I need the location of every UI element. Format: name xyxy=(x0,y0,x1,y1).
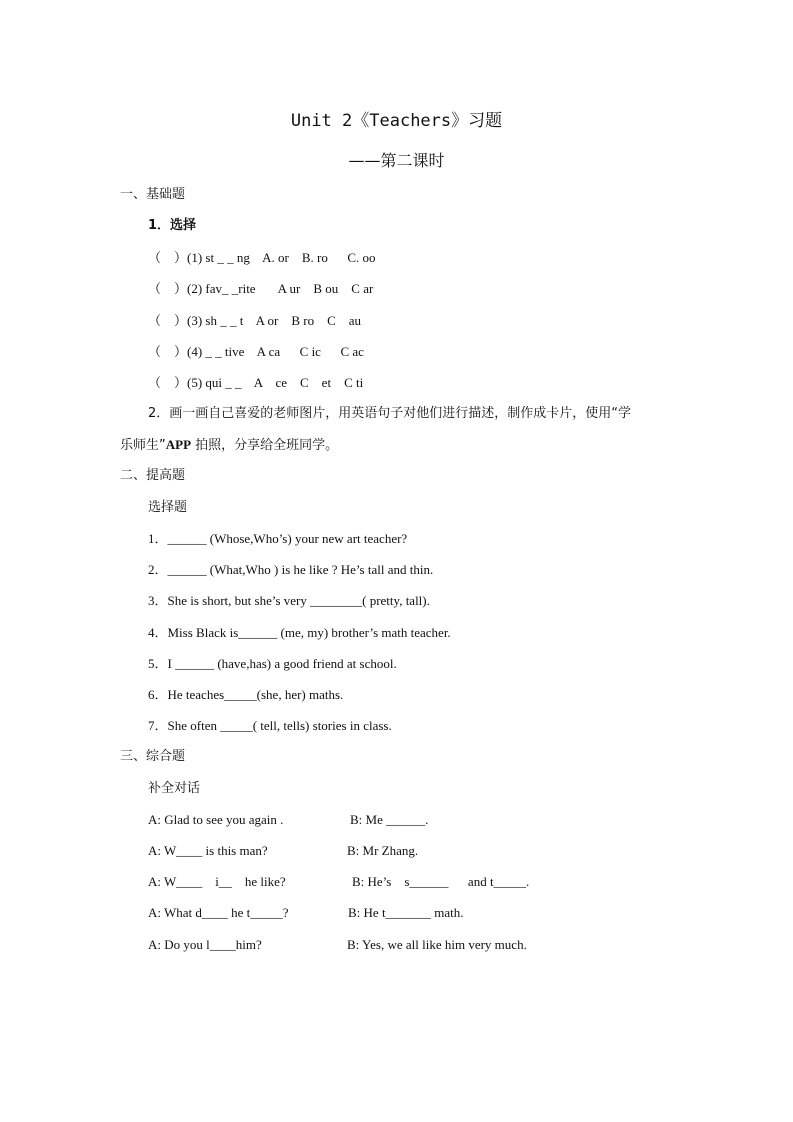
dialog-b-3: B: He’s s______ and t_____. xyxy=(352,874,530,889)
choice-item-1: （ ）(1) st _ _ ng A. or B. ro C. oo xyxy=(148,250,376,265)
dialog-b-1: B: Me ______. xyxy=(350,812,429,827)
question-2-text-b: 拍照，分享给全班同学。 xyxy=(191,438,339,453)
page-title: Unit 2《Teachers》习题 xyxy=(290,111,503,131)
dialog-a-1: A: Glad to see you again . xyxy=(148,812,284,827)
dialog-b-5: B: Yes, we all like him very much. xyxy=(347,937,527,952)
dialog-a-2: A: W____ is this man? xyxy=(148,843,268,858)
app-label: APP xyxy=(165,437,192,452)
choice-item-5: （ ）(5) qui _ _ A ce C et C ti xyxy=(148,375,364,390)
choice-item-2: （ ）(2) fav_ _rite A ur B ou C ar xyxy=(148,281,374,296)
choice-item-3: （ ）(3) sh _ _ t A or B ro C au xyxy=(148,313,362,328)
dialog-b-2: B: Mr Zhang. xyxy=(347,843,419,858)
section-2-heading: 二、提高题 xyxy=(120,468,186,483)
section-3-heading: 三、综合题 xyxy=(120,749,186,764)
fill-item-7: 7．She often _____( tell, tells) stories in class. xyxy=(148,718,392,733)
question-2-line-1: 2．画一画自己喜爱的老师图片，用英语句子对他们进行描述，制作成卡片，使用“学 xyxy=(148,406,632,421)
section-1-heading: 一、基础题 xyxy=(120,187,186,202)
question-2-line-2 xyxy=(120,437,338,454)
fill-item-4: 4．Miss Black is______ (me, my) brother’s math teacher. xyxy=(148,625,451,640)
fill-item-6: 6．He teaches_____(she, her) maths. xyxy=(148,687,344,702)
section-2-subheading: 选择题 xyxy=(148,500,188,515)
page-subtitle: ——第二课时 xyxy=(348,151,445,170)
fill-item-2: 2．______ (What,Who ) is he like ? He’s tall and thin. xyxy=(148,562,434,577)
fill-item-3: 3．She is short, but she’s very ________( pretty, tall). xyxy=(148,593,430,608)
question-2-text-a: 乐师生” xyxy=(120,438,166,453)
dialog-a-4: A: What d____ he t_____? xyxy=(148,905,289,920)
choice-item-4: （ ）(4) _ _ tive A ca C ic C ac xyxy=(148,344,364,359)
dialog-b-4: B: He t_______ math. xyxy=(348,905,464,920)
question-1-title: 1．选择 xyxy=(148,218,197,233)
section-3-subheading: 补全对话 xyxy=(148,781,201,796)
dialog-a-3: A: W____ i__ he like? xyxy=(148,874,286,889)
dialog-a-5: A: Do you l____him? xyxy=(148,937,262,952)
fill-item-5: 5．I ______ (have,has) a good friend at school. xyxy=(148,656,397,671)
fill-item-1: 1．______ (Whose,Who’s) your new art teacher? xyxy=(148,531,408,546)
